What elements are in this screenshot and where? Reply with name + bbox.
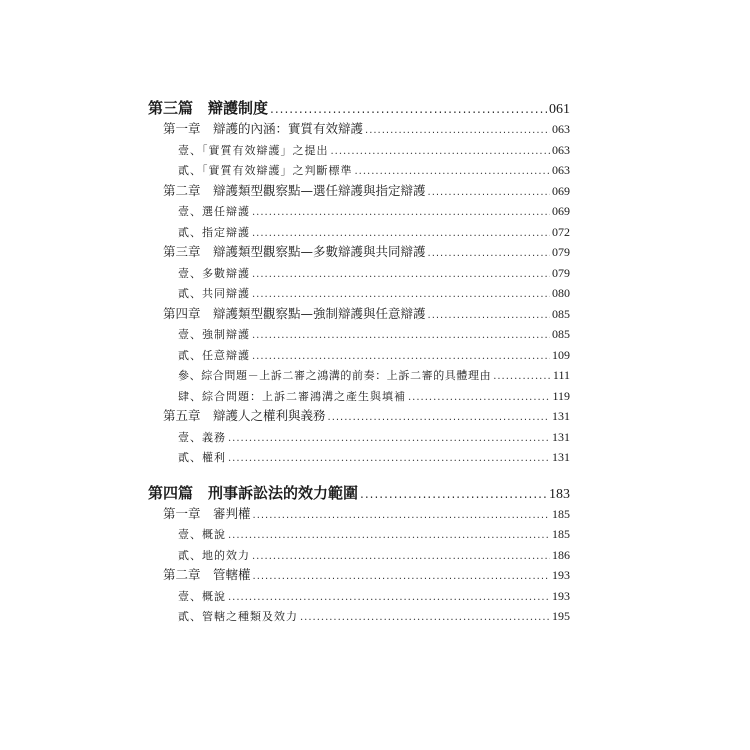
section-title: 貳、地的效力 bbox=[178, 548, 250, 562]
toc-section bbox=[148, 586, 570, 607]
toc-section bbox=[148, 222, 570, 243]
toc-section bbox=[148, 545, 570, 566]
page-number: 063 bbox=[552, 142, 570, 157]
leader-dots bbox=[270, 98, 547, 119]
toc-section bbox=[148, 524, 570, 545]
toc-chapter bbox=[148, 406, 570, 427]
toc-part-4 bbox=[148, 482, 570, 504]
chapter-title: 第四章 辯護類型觀察點—強制辯護與任意辯護 bbox=[163, 305, 426, 321]
leader-dots bbox=[428, 306, 550, 325]
page-number: 079 bbox=[552, 245, 570, 259]
page-number: 063 bbox=[552, 163, 570, 177]
table-of-contents bbox=[148, 97, 570, 627]
part-title: 第三篇 辯護制度 bbox=[148, 99, 269, 117]
part-spacer bbox=[148, 468, 570, 482]
leader-dots bbox=[365, 121, 550, 140]
leader-dots bbox=[328, 408, 550, 427]
page-number: 193 bbox=[552, 568, 570, 582]
page-number: 072 bbox=[552, 224, 570, 239]
leader-dots bbox=[428, 244, 550, 263]
page-number: 061 bbox=[549, 102, 570, 117]
section-title: 貳、管轄之種類及效力 bbox=[178, 610, 298, 623]
leader-dots bbox=[493, 367, 551, 386]
toc-section bbox=[148, 160, 570, 181]
page-number: 131 bbox=[552, 450, 570, 464]
section-title: 壹、多數辯護 bbox=[178, 266, 250, 280]
page-number: 085 bbox=[552, 327, 570, 341]
page-number: 080 bbox=[552, 286, 570, 300]
toc-chapter bbox=[148, 504, 570, 525]
page-number: 063 bbox=[552, 122, 570, 136]
toc-chapter bbox=[148, 181, 570, 202]
page-number: 085 bbox=[552, 306, 570, 321]
toc-section bbox=[148, 263, 570, 284]
leader-dots bbox=[252, 547, 550, 566]
toc-chapter bbox=[148, 304, 570, 325]
section-title: 壹、「實質有效辯護」之提出 bbox=[178, 143, 329, 157]
leader-dots bbox=[228, 449, 550, 468]
section-title: 貳、指定辯護 bbox=[178, 225, 250, 239]
page-number: 079 bbox=[552, 265, 570, 280]
section-title: 壹、強制辯護 bbox=[178, 328, 250, 341]
toc-section bbox=[148, 365, 570, 386]
toc-section bbox=[148, 386, 570, 407]
leader-dots bbox=[428, 183, 550, 202]
leader-dots bbox=[252, 265, 550, 284]
toc-chapter bbox=[148, 565, 570, 586]
chapter-title: 第五章 辯護人之權利與義務 bbox=[163, 408, 326, 423]
chapter-title: 第二章 管轄權 bbox=[163, 567, 251, 582]
chapter-title: 第一章 審判權 bbox=[163, 505, 251, 521]
page-number: 131 bbox=[552, 409, 570, 423]
leader-dots bbox=[331, 142, 551, 161]
leader-dots bbox=[253, 567, 550, 586]
section-title: 壹、選任辯護 bbox=[178, 205, 250, 218]
leader-dots bbox=[252, 347, 550, 366]
section-title: 貳、共同辯護 bbox=[178, 287, 250, 300]
toc-section bbox=[148, 447, 570, 468]
toc-chapter bbox=[148, 242, 570, 263]
section-title: 貳、權利 bbox=[178, 451, 226, 464]
toc-part-3 bbox=[148, 97, 570, 119]
section-title: 壹、義務 bbox=[178, 430, 226, 444]
toc-section bbox=[148, 283, 570, 304]
page-number: 069 bbox=[552, 183, 570, 198]
page-number: 183 bbox=[549, 486, 570, 502]
leader-dots bbox=[228, 429, 550, 448]
chapter-title: 第一章 辯護的內涵：實質有效辯護 bbox=[163, 121, 364, 136]
toc-section bbox=[148, 427, 570, 448]
page-number: 185 bbox=[552, 506, 570, 521]
toc-section bbox=[148, 345, 570, 366]
part-title: 第四篇 刑事訴訟法的效力範圍 bbox=[148, 483, 359, 502]
leader-dots bbox=[408, 388, 550, 407]
toc-section bbox=[148, 140, 570, 161]
leader-dots bbox=[355, 162, 551, 181]
chapter-title: 第二章 辯護類型觀察點—選任辯護與指定辯護 bbox=[163, 182, 426, 198]
leader-dots bbox=[252, 203, 550, 222]
section-title: 參、綜合問題－上訴二審之鴻溝的前奏：上訴二審的具體理由 bbox=[178, 369, 492, 382]
toc-section bbox=[148, 606, 570, 627]
section-title: 壹、概說 bbox=[178, 528, 226, 541]
section-title: 肆、綜合問題：上訴二審鴻溝之產生與填補 bbox=[178, 389, 406, 403]
leader-dots bbox=[252, 224, 550, 243]
leader-dots bbox=[252, 285, 550, 304]
toc-chapter bbox=[148, 119, 570, 140]
section-title: 貳、「實質有效辯護」之判斷標準 bbox=[178, 164, 353, 177]
page-number: 185 bbox=[552, 527, 570, 541]
leader-dots bbox=[228, 588, 550, 607]
page-number: 069 bbox=[552, 204, 570, 218]
leader-dots bbox=[360, 483, 547, 504]
toc-section bbox=[148, 324, 570, 345]
page-number: 193 bbox=[552, 588, 570, 603]
page-number: 195 bbox=[552, 609, 570, 623]
leader-dots bbox=[252, 326, 550, 345]
leader-dots bbox=[228, 526, 550, 545]
page-number: 109 bbox=[552, 347, 570, 362]
section-title: 貳、任意辯護 bbox=[178, 348, 250, 362]
page-number: 186 bbox=[552, 547, 570, 562]
page-number: 119 bbox=[552, 388, 570, 403]
leader-dots bbox=[253, 506, 550, 525]
toc-section bbox=[148, 201, 570, 222]
chapter-title: 第三章 辯護類型觀察點—多數辯護與共同辯護 bbox=[163, 244, 426, 259]
section-title: 壹、概說 bbox=[178, 589, 226, 603]
page-number: 131 bbox=[552, 429, 570, 444]
page-number: 111 bbox=[552, 368, 570, 382]
leader-dots bbox=[300, 608, 550, 627]
